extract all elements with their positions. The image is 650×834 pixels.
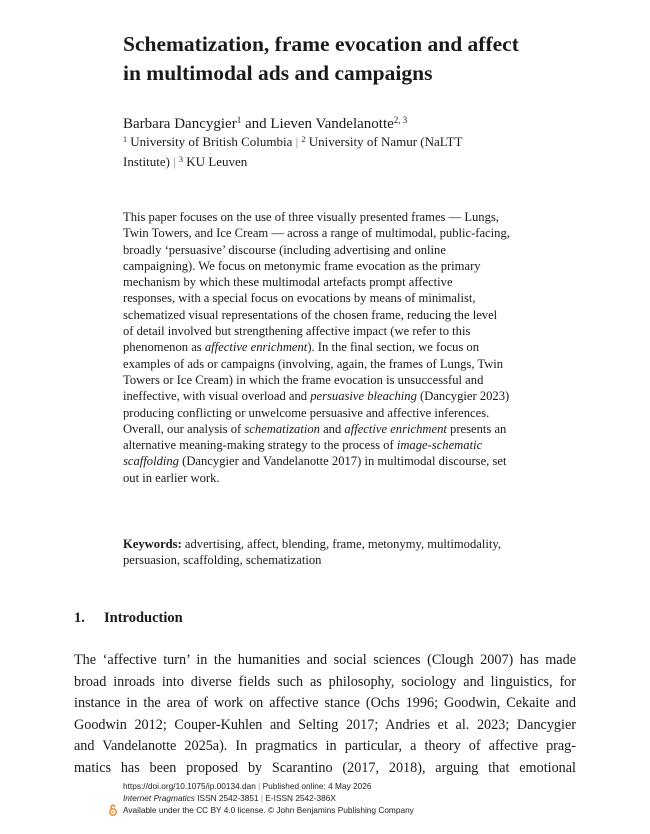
- abstract-text: (Dancygier 2023): [416, 389, 510, 404]
- abstract-text: phenomenon as: [123, 340, 205, 355]
- published-date: Published online: 4 May 2026: [262, 781, 372, 791]
- abstract-line: Twin Towers, and Ice Cream — across a range of multimodal, public-facing,: [123, 226, 510, 241]
- body-line: and Vandelanotte 2025a). In pragmatics in particular, a theory of affective prag-: [74, 738, 576, 754]
- author-name: Barbara Dancygier: [123, 116, 237, 132]
- abstract-line: of detail involved but strengthening affective impact (we refer to this: [123, 324, 471, 339]
- eissn: E-ISSN 2542-386X: [265, 793, 336, 803]
- open-access-icon: [108, 804, 118, 816]
- abstract-line: [123, 339, 553, 355]
- abstract-text: ). In the final section, we focus on: [307, 340, 480, 355]
- abstract-text: ineffective, with visual overload and: [123, 389, 311, 404]
- affiliation-separator: |: [169, 153, 180, 169]
- abstract-text: (Dancygier and Vandelanotte 2017) in multimodal discourse, set: [178, 454, 507, 469]
- doi-link[interactable]: https://doi.org/10.1075/ip.00134.dan: [123, 781, 256, 791]
- keywords-line: [123, 536, 501, 552]
- abstract-line: examples of ads or campaigns (involving, again, the frames of Lungs, Twin: [123, 356, 504, 371]
- author-affiliation-marker: 1: [236, 115, 242, 125]
- affiliation-marker: 2: [301, 135, 306, 144]
- keywords: [123, 536, 501, 569]
- body-line: matics has been proposed by Scarantino (2017, 2018), arguing that emotional: [74, 759, 576, 776]
- abstract-line: campaigning). We focus on metonymic frame evocation as the primary: [123, 258, 481, 273]
- affiliation-marker: 3: [179, 154, 184, 164]
- title-line: in multimodal ads and campaigns: [123, 61, 433, 85]
- emphasized-term: image-schematic: [396, 438, 483, 453]
- journal-name: Internet Pragmatics: [123, 793, 195, 803]
- footer-line: [123, 804, 414, 816]
- abstract-line: [123, 453, 553, 469]
- emphasized-term: affective enrichment: [204, 340, 308, 355]
- affiliation-marker: 1: [123, 135, 127, 144]
- affiliation-text: University of Namur (NaLTT: [305, 134, 463, 149]
- abstract-line: [123, 421, 553, 437]
- affiliation-line: [123, 151, 462, 171]
- emphasized-term: schematization: [244, 421, 320, 436]
- emphasized-term: persuasive bleaching: [310, 389, 417, 404]
- keywords-line: persuasion, scaffolding, schematization: [123, 553, 322, 568]
- abstract-text: and: [319, 421, 345, 436]
- body-line: Goodwin 2012; Couper-Kuhlen and Selting 2017; Andries et al. 2023; Dancygier: [74, 716, 576, 733]
- abstract-line: responses, with a special focus on evocations by means of minimalist,: [123, 291, 476, 306]
- article-title: [123, 30, 583, 88]
- author-joiner: and: [241, 116, 271, 132]
- abstract-line: mechanism by which these multimodal artefacts prompt affective: [123, 275, 453, 290]
- body-paragraph: [74, 650, 576, 779]
- affiliation-line: [123, 131, 462, 151]
- section-heading: [74, 610, 183, 627]
- abstract-line: out in earlier work.: [123, 470, 220, 485]
- abstract-line: Towers or Ice Cream) in which the frame evocation is unsuccessful and: [123, 372, 484, 387]
- affiliation-text: Institute): [123, 153, 170, 169]
- abstract-text: alternative meaning-making strategy to the process of: [123, 438, 397, 453]
- abstract-line: schematized visual representations of the chosen frame, reducing the level: [123, 307, 498, 322]
- license-text: Available under the CC BY 4.0 license. © John Benjamins Publishing Company: [123, 805, 414, 815]
- footer-separator: |: [255, 781, 263, 791]
- affiliation-text: University of British Columbia: [127, 134, 293, 149]
- body-line: instance in the area of work on affective stance (Ochs 1996; Goodwin, Cekaite and: [74, 695, 576, 711]
- author-name: Lieven Vandelanotte: [270, 116, 394, 132]
- emphasized-term: scaffolding: [123, 454, 179, 469]
- page-footer: [123, 780, 414, 816]
- body-line: broad inroads into diverse fields such as philosophy, sociology and linguistics, for: [74, 673, 576, 690]
- affiliation-text: KU Leuven: [183, 153, 248, 169]
- abstract-text: Overall, our analysis of: [123, 421, 245, 436]
- abstract-line: broadly ‘persuasive’ discourse (including advertising and online: [123, 242, 446, 257]
- section-number: 1.: [74, 610, 85, 626]
- abstract-line: [123, 388, 553, 404]
- footer-line: [123, 780, 414, 792]
- abstract-text: presents an: [446, 421, 507, 436]
- section-title: Introduction: [104, 610, 183, 626]
- abstract-line: producing conflicting or unwelcome persuasive and affective inferences.: [123, 405, 490, 420]
- author-affiliation-marker: 2, 3: [393, 115, 408, 125]
- abstract-line: [123, 437, 553, 453]
- title-line: Schematization, frame evocation and affect: [123, 32, 519, 56]
- footer-separator: |: [258, 793, 266, 803]
- keywords-label: Keywords:: [123, 537, 182, 551]
- abstract-line: This paper focuses on the use of three visually presented frames — Lungs,: [123, 210, 499, 224]
- body-line: The ‘affective turn’ in the humanities and social sciences (Clough 2007) has made: [74, 652, 576, 668]
- footer-line: [123, 792, 414, 804]
- keywords-text: advertising, affect, blending, frame, metonymy, multimodality,: [181, 537, 501, 551]
- emphasized-term: affective enrichment: [344, 421, 447, 436]
- abstract: [123, 209, 553, 486]
- affiliations: [123, 131, 462, 170]
- affiliation-separator: |: [292, 134, 302, 149]
- issn: ISSN 2542-3851: [194, 793, 259, 803]
